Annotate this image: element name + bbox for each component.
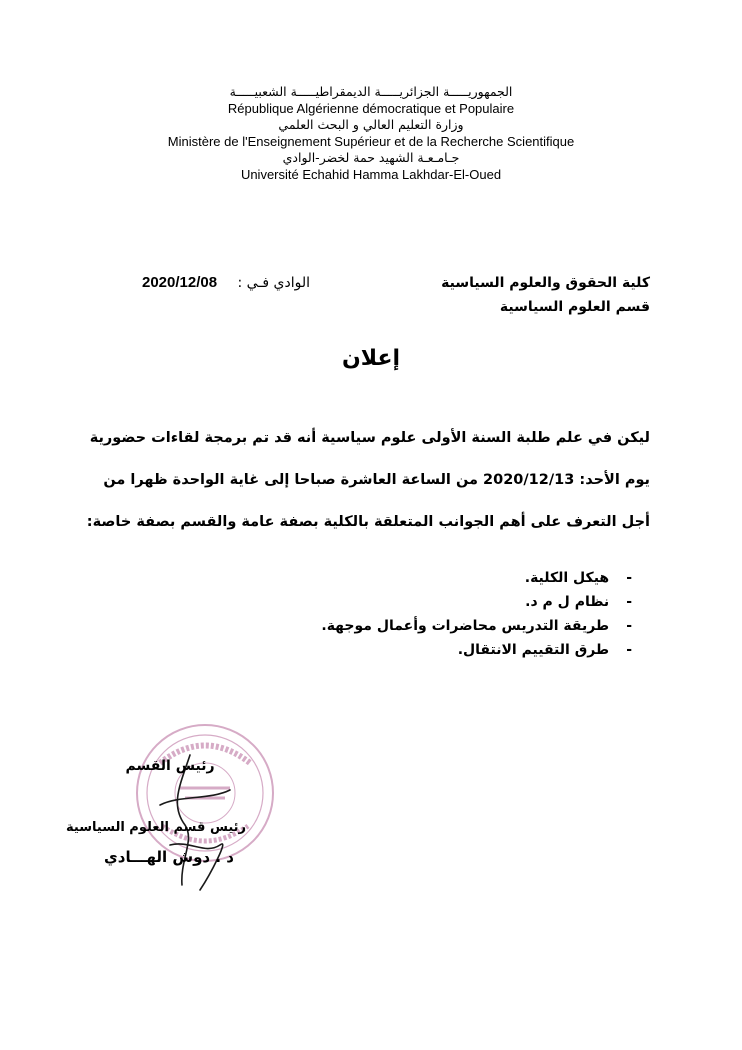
topics-list (212, 566, 632, 662)
signature-head-title: رئيس القسم (125, 758, 215, 774)
list-item-text: نظام ل م د. (525, 594, 610, 610)
body-line-2: يوم الأحد: 2020/12/13 من الساعة العاشرة صباحا إلى غاية الواحدة ظهرا من (103, 472, 650, 488)
letterhead (0, 84, 742, 183)
list-item-text: طريقة التدريس محاضرات وأعمال موجهة. (321, 618, 610, 634)
announcement-title: إعلان (341, 346, 401, 371)
header-republic-fr: République Algérienne démocratique et Populaire (227, 100, 515, 116)
header-republic-ar: الجمهوريـــــة الجزائريـــــة الديمقراطيـــــة الشعبيـــــة (229, 84, 513, 99)
signature-role: رئيس قسم العلوم السياسية (66, 820, 246, 835)
list-item: - نظام ل م د. (525, 594, 632, 610)
header-ministry-fr: Ministère de l'Enseignement Supérieur et de la Recherche Scientifique (167, 133, 575, 149)
body-line-1: ليكن في علم طلبة السنة الأولى علوم سياسية أنه قد تم برمجة لقاءات حضورية (89, 430, 650, 446)
list-item: - هيكل الكلية. (524, 570, 632, 586)
list-item-text: هيكل الكلية. (524, 570, 610, 586)
signature-name: د . دوش الهـــادي (104, 848, 234, 866)
faculty-block (350, 271, 650, 319)
department-name: قسم العلوم السياسية (499, 299, 650, 315)
list-item: - طريقة التدريس محاضرات وأعمال موجهة. (321, 618, 632, 634)
header-ministry-ar: وزارة التعليم العالي و البحث العلمي (278, 117, 464, 132)
body-line-3: أجل التعرف على أهم الجوانب المتعلقة بالكلية بصفة عامة والقسم بصفة خاصة: (86, 514, 650, 530)
list-item-text: طرق التقييم الانتقال. (457, 642, 610, 658)
faculty-name: كلية الحقوق والعلوم السياسية (441, 275, 650, 291)
date-label: الوادي فـي : (237, 275, 310, 291)
date-value: 2020/12/08 (142, 274, 218, 291)
announcement-body (86, 420, 650, 546)
date-line (142, 272, 392, 291)
header-university-fr: Université Echahid Hamma Lakhdar-El-Oued (240, 166, 502, 182)
list-item: - طرق التقييم الانتقال. (457, 642, 632, 658)
header-university-ar: جـامـعـة الشهيد حمة لخضر-الوادي (282, 150, 460, 165)
